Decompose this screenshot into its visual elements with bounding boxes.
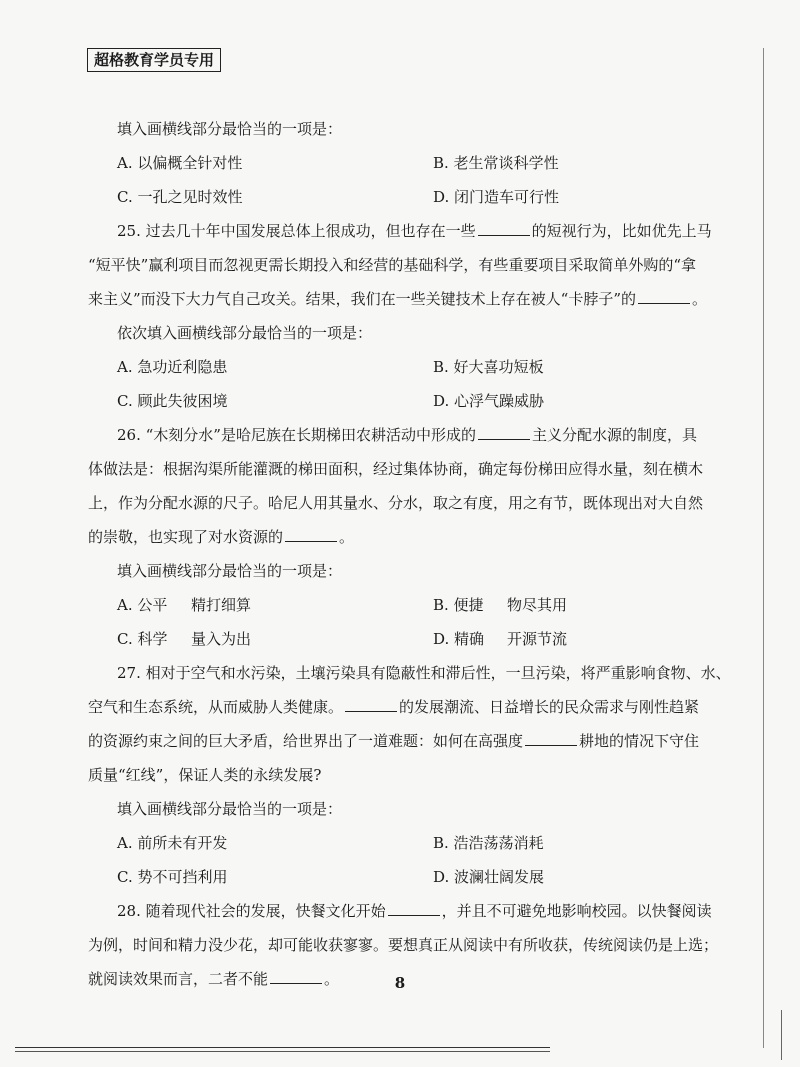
q26-line-1: 26. “木刻分水”是哈尼族在长期梯田农耕活动中形成的 主义分配水源的制度，具 bbox=[117, 426, 697, 444]
q25-prompt: 依次填入画横线部分最恰当的一项是： bbox=[117, 324, 373, 342]
q28-line-2: 为例，时间和精力没少花，却可能收获寥寥。要想真正从阅读中有所收获，传统阅读仍是上选； bbox=[88, 936, 719, 954]
answer-blank bbox=[285, 527, 337, 542]
q26-line-2: 体做法是：根据沟渠所能灌溉的梯田面积，经过集体协商，确定每份梯田应得水量，刻在横木 bbox=[88, 460, 704, 478]
footer-rule bbox=[15, 1047, 550, 1048]
intro-options-row-2 bbox=[88, 180, 704, 214]
q26-line-4: 的崇敬，也实现了对水资源的 。 bbox=[88, 528, 355, 546]
answer-blank bbox=[478, 221, 530, 236]
footer-rule bbox=[15, 1051, 550, 1052]
option-a[interactable]: A. 急功近利隐患 bbox=[117, 358, 228, 376]
answer-blank bbox=[388, 901, 440, 916]
intro-options-row-1 bbox=[88, 146, 704, 180]
q27-line-4: 质量“红线”，保证人类的永续发展? bbox=[88, 766, 322, 784]
option-d[interactable]: D. 闭门造车可行性 bbox=[433, 188, 560, 206]
answer-blank bbox=[525, 731, 577, 746]
answer-blank bbox=[638, 289, 690, 304]
option-b[interactable]: B. 便捷 物尽其用 bbox=[433, 596, 568, 614]
margin-rule bbox=[763, 48, 764, 1048]
q28-line-3: 就阅读效果而言，二者不能 。 bbox=[88, 970, 340, 988]
q27-options-row-1 bbox=[88, 826, 704, 860]
q25-options-row-1 bbox=[88, 350, 704, 384]
q25-line-3: 来主义”而没下大力气自己攻关。结果，我们在一些关键技术上存在被人“卡脖子”的 。 bbox=[88, 290, 708, 308]
option-b[interactable]: B. 浩浩荡荡消耗 bbox=[433, 834, 544, 852]
q25-line-1: 25. 过去几十年中国发展总体上很成功，但也存在一些 的短视行为，比如优先上马 bbox=[117, 222, 712, 240]
option-c[interactable]: C. 势不可挡利用 bbox=[117, 868, 228, 886]
q28-line-1: 28. 随着现代社会的发展，快餐文化开始 ，并且不可避免地影响校园。以快餐阅读 bbox=[117, 902, 712, 920]
option-d[interactable]: D. 精确 开源节流 bbox=[433, 630, 568, 648]
intro-prompt: 填入画横线部分最恰当的一项是： bbox=[117, 120, 343, 138]
page-number: 8 bbox=[394, 974, 406, 992]
option-d[interactable]: D. 心浮气躁威胁 bbox=[433, 392, 545, 410]
option-b[interactable]: B. 老生常谈科学性 bbox=[433, 154, 559, 172]
q27-line-3: 的资源约束之间的巨大矛盾，给世界出了一道难题：如何在高强度 耕地的情况下守住 bbox=[88, 732, 700, 750]
q27-options-row-2 bbox=[88, 860, 704, 894]
option-c[interactable]: C. 顾此失彼困境 bbox=[117, 392, 228, 410]
q26-options-row-2 bbox=[88, 622, 704, 656]
answer-blank bbox=[345, 697, 397, 712]
q26-prompt: 填入画横线部分最恰当的一项是： bbox=[117, 562, 343, 580]
q26-options-row-1 bbox=[88, 588, 704, 622]
header-label: 超格教育学员专用 bbox=[87, 48, 221, 72]
question-content bbox=[88, 112, 731, 996]
margin-rule-bottom bbox=[781, 1010, 782, 1060]
option-b[interactable]: B. 好大喜功短板 bbox=[433, 358, 544, 376]
option-d[interactable]: D. 波澜壮阔发展 bbox=[433, 868, 545, 886]
q27-line-2: 空气和生态系统，从而威胁人类健康。 的发展潮流、日益增长的民众需求与刚性趋紧 bbox=[88, 698, 700, 716]
option-c[interactable]: C. 科学 量入为出 bbox=[117, 630, 252, 648]
option-a[interactable]: A. 前所未有开发 bbox=[117, 834, 228, 852]
option-a[interactable]: A. 公平 精打细算 bbox=[117, 596, 252, 614]
option-c[interactable]: C. 一孔之见时效性 bbox=[117, 188, 243, 206]
q26-line-3: 上，作为分配水源的尺子。哈尼人用其量水、分水，取之有度，用之有节，既体现出对大自然 bbox=[88, 494, 704, 512]
q25-line-2: “短平快”赢利项目而忽视更需长期投入和经营的基础科学，有些重要项目采取简单外购的“拿 bbox=[88, 256, 697, 274]
q27-prompt: 填入画横线部分最恰当的一项是： bbox=[117, 800, 343, 818]
option-a[interactable]: A. 以偏概全针对性 bbox=[117, 154, 243, 172]
q27-line-1: 27. 相对于空气和水污染，土壤污染具有隐蔽性和滞后性，一旦污染，将严重影响食物、水、 bbox=[117, 664, 731, 682]
q25-options-row-2 bbox=[88, 384, 704, 418]
answer-blank bbox=[478, 425, 530, 440]
